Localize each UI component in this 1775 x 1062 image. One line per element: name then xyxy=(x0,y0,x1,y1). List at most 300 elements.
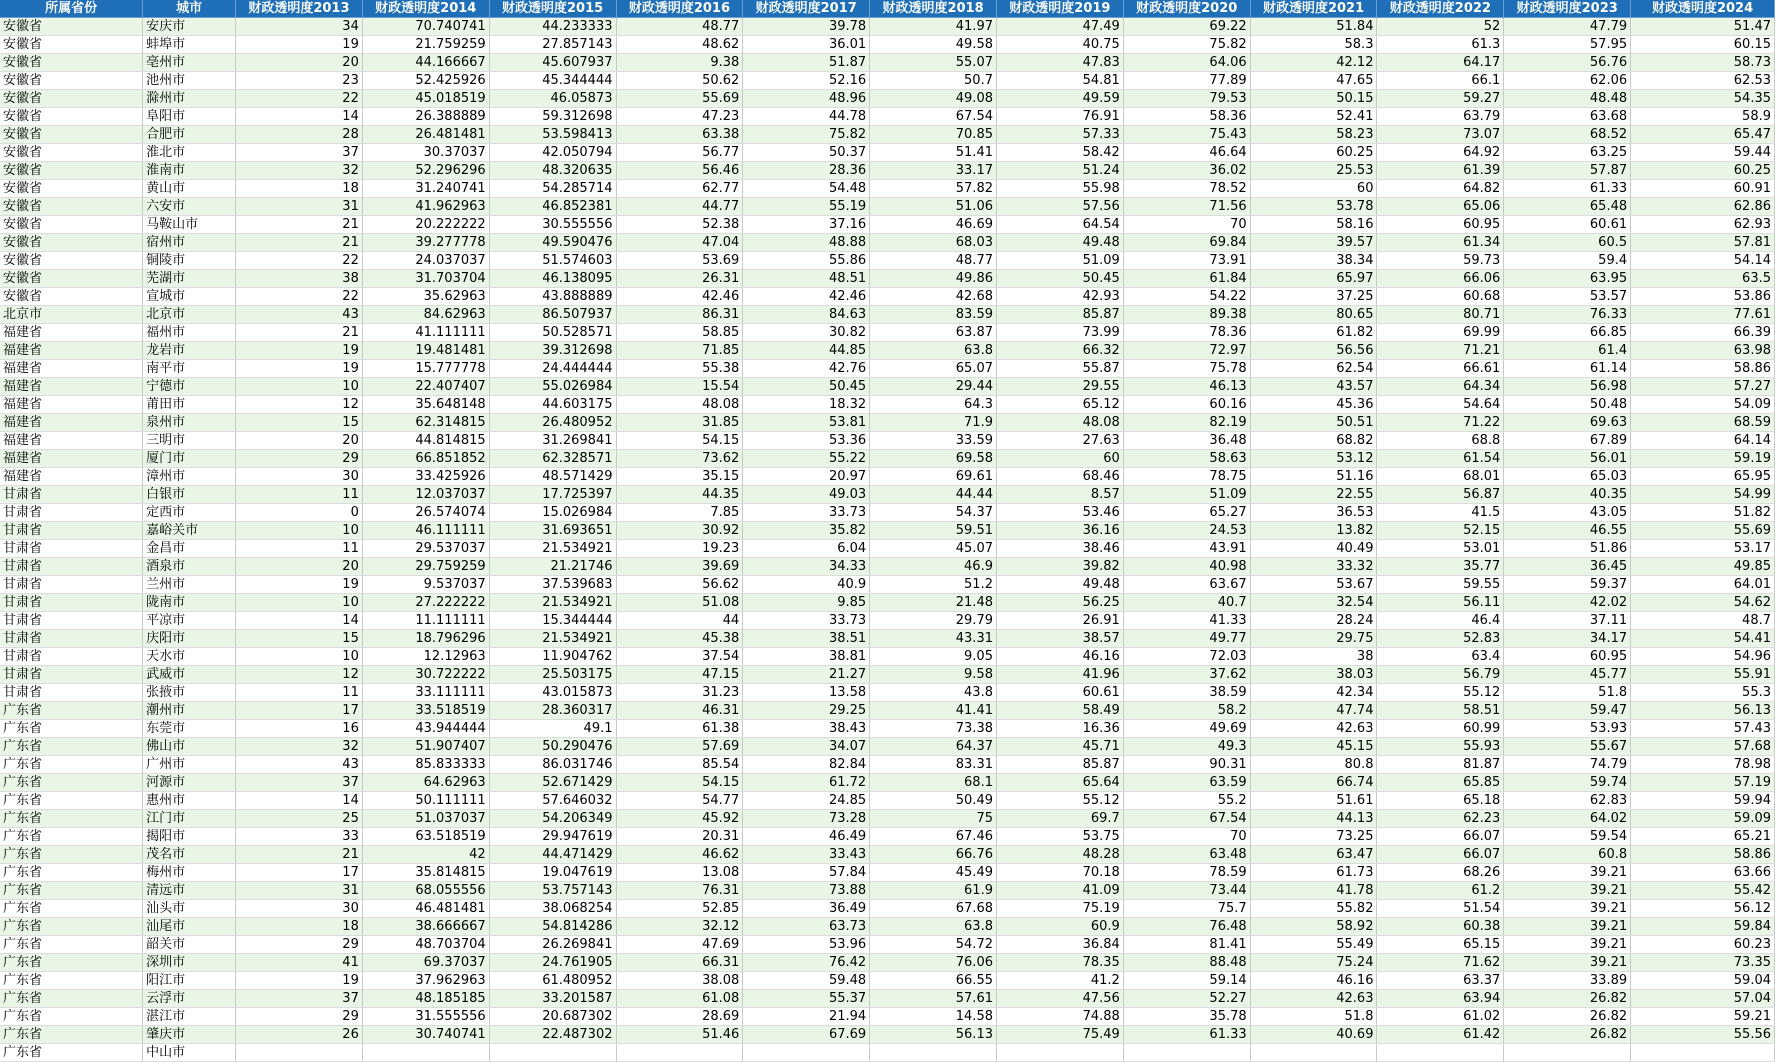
cell-value[interactable]: 56.13 xyxy=(870,1026,997,1044)
cell-city[interactable]: 梅州市 xyxy=(143,864,236,882)
cell-value[interactable]: 37.539683 xyxy=(489,576,616,594)
cell-value[interactable]: 69.58 xyxy=(870,450,997,468)
cell-value[interactable]: 69.22 xyxy=(1123,18,1250,36)
cell-value[interactable]: 48.51 xyxy=(743,270,870,288)
cell-value[interactable]: 47.04 xyxy=(616,234,743,252)
cell-value[interactable]: 56.98 xyxy=(1504,378,1631,396)
cell-value[interactable]: 38.068254 xyxy=(489,900,616,918)
cell-value[interactable]: 52.15 xyxy=(1377,522,1504,540)
cell-value[interactable]: 32.12 xyxy=(616,918,743,936)
cell-value[interactable]: 55.69 xyxy=(616,90,743,108)
cell-value[interactable]: 68.82 xyxy=(1250,432,1377,450)
cell-value[interactable]: 19.047619 xyxy=(489,864,616,882)
cell-city[interactable]: 潮州市 xyxy=(143,702,236,720)
cell-city[interactable]: 六安市 xyxy=(143,198,236,216)
cell-value[interactable]: 54.64 xyxy=(1377,396,1504,414)
cell-value[interactable]: 60.61 xyxy=(1504,216,1631,234)
cell-value[interactable]: 75.78 xyxy=(1123,360,1250,378)
cell-value[interactable]: 35.62963 xyxy=(362,288,489,306)
cell-value[interactable]: 10 xyxy=(236,378,363,396)
cell-value[interactable]: 76.06 xyxy=(870,954,997,972)
cell-value[interactable]: 30.82 xyxy=(743,324,870,342)
cell-value[interactable]: 59.74 xyxy=(1504,774,1631,792)
cell-value[interactable]: 9.85 xyxy=(743,594,870,612)
cell-province[interactable]: 广东省 xyxy=(0,720,143,738)
cell-value[interactable]: 60.16 xyxy=(1123,396,1250,414)
cell-value[interactable]: 65.64 xyxy=(996,774,1123,792)
cell-value[interactable]: 65.48 xyxy=(1504,198,1631,216)
cell-value[interactable]: 19.23 xyxy=(616,540,743,558)
cell-value[interactable]: 68.46 xyxy=(996,468,1123,486)
cell-value[interactable]: 61.73 xyxy=(1250,864,1377,882)
cell-value[interactable]: 49.77 xyxy=(1123,630,1250,648)
cell-value[interactable]: 62.86 xyxy=(1631,198,1775,216)
cell-value[interactable]: 66.74 xyxy=(1250,774,1377,792)
cell-value[interactable]: 33 xyxy=(236,828,363,846)
cell-value[interactable]: 38.46 xyxy=(996,540,1123,558)
cell-value[interactable]: 48.77 xyxy=(870,252,997,270)
cell-value[interactable]: 45.49 xyxy=(870,864,997,882)
cell-value[interactable]: 59.94 xyxy=(1631,792,1775,810)
cell-value[interactable]: 88.48 xyxy=(1123,954,1250,972)
cell-value[interactable]: 39.82 xyxy=(996,558,1123,576)
cell-value[interactable]: 60.38 xyxy=(1377,918,1504,936)
cell-value[interactable]: 72.97 xyxy=(1123,342,1250,360)
cell-value[interactable]: 82.19 xyxy=(1123,414,1250,432)
cell-value[interactable]: 20 xyxy=(236,432,363,450)
cell-province[interactable]: 安徽省 xyxy=(0,198,143,216)
cell-value[interactable]: 57.04 xyxy=(1631,990,1775,1008)
cell-value[interactable]: 43.57 xyxy=(1250,378,1377,396)
cell-value[interactable]: 54.09 xyxy=(1631,396,1775,414)
cell-value[interactable]: 32.54 xyxy=(1250,594,1377,612)
cell-value[interactable]: 54.15 xyxy=(616,774,743,792)
cell-value[interactable]: 51.037037 xyxy=(362,810,489,828)
cell-value[interactable]: 54.37 xyxy=(870,504,997,522)
cell-province[interactable]: 甘肃省 xyxy=(0,666,143,684)
cell-value[interactable]: 54.99 xyxy=(1631,486,1775,504)
cell-value[interactable]: 46.05873 xyxy=(489,90,616,108)
cell-value[interactable]: 71.56 xyxy=(1123,198,1250,216)
cell-value[interactable]: 40.69 xyxy=(1250,1026,1377,1044)
cell-value[interactable]: 65.95 xyxy=(1631,468,1775,486)
cell-value[interactable]: 56.79 xyxy=(1377,666,1504,684)
cell-value[interactable]: 44.85 xyxy=(743,342,870,360)
cell-value[interactable]: 45.07 xyxy=(870,540,997,558)
cell-value[interactable]: 45.607937 xyxy=(489,54,616,72)
cell-value[interactable]: 46.481481 xyxy=(362,900,489,918)
cell-value[interactable]: 21.21746 xyxy=(489,558,616,576)
cell-value[interactable]: 55.12 xyxy=(996,792,1123,810)
column-header-transparency[interactable]: 财政透明度2015 xyxy=(489,0,616,18)
cell-value[interactable]: 65.15 xyxy=(1377,936,1504,954)
cell-province[interactable]: 福建省 xyxy=(0,468,143,486)
column-header-transparency[interactable]: 财政透明度2022 xyxy=(1377,0,1504,18)
cell-value[interactable]: 43.91 xyxy=(1123,540,1250,558)
cell-value[interactable]: 21.534921 xyxy=(489,594,616,612)
cell-value[interactable]: 51.574603 xyxy=(489,252,616,270)
cell-value[interactable]: 64.17 xyxy=(1377,54,1504,72)
cell-value[interactable]: 53.36 xyxy=(743,432,870,450)
cell-value[interactable]: 9.537037 xyxy=(362,576,489,594)
cell-value[interactable]: 85.87 xyxy=(996,306,1123,324)
cell-value[interactable] xyxy=(1250,1044,1377,1062)
cell-value[interactable]: 26.82 xyxy=(1504,1008,1631,1026)
cell-value[interactable]: 39.312698 xyxy=(489,342,616,360)
cell-value[interactable]: 54.35 xyxy=(1631,90,1775,108)
cell-value[interactable]: 51.54 xyxy=(1377,900,1504,918)
cell-province[interactable]: 北京市 xyxy=(0,306,143,324)
cell-city[interactable]: 江门市 xyxy=(143,810,236,828)
cell-city[interactable]: 庆阳市 xyxy=(143,630,236,648)
cell-value[interactable]: 70.85 xyxy=(870,126,997,144)
cell-value[interactable]: 40.49 xyxy=(1250,540,1377,558)
cell-value[interactable]: 40.7 xyxy=(1123,594,1250,612)
cell-value[interactable]: 45.344444 xyxy=(489,72,616,90)
cell-province[interactable]: 广东省 xyxy=(0,846,143,864)
cell-value[interactable]: 59.27 xyxy=(1377,90,1504,108)
cell-value[interactable]: 60.8 xyxy=(1504,846,1631,864)
cell-value[interactable]: 59.51 xyxy=(870,522,997,540)
cell-value[interactable]: 54.81 xyxy=(996,72,1123,90)
cell-value[interactable]: 84.63 xyxy=(743,306,870,324)
cell-value[interactable]: 21 xyxy=(236,234,363,252)
cell-value[interactable]: 14 xyxy=(236,792,363,810)
cell-value[interactable]: 47.49 xyxy=(996,18,1123,36)
cell-value[interactable]: 46.111111 xyxy=(362,522,489,540)
cell-value[interactable]: 64.3 xyxy=(870,396,997,414)
cell-value[interactable]: 41.97 xyxy=(870,18,997,36)
cell-value[interactable]: 69.7 xyxy=(996,810,1123,828)
cell-value[interactable]: 46.4 xyxy=(1377,612,1504,630)
cell-value[interactable]: 57.27 xyxy=(1631,378,1775,396)
cell-value[interactable]: 26 xyxy=(236,1026,363,1044)
cell-value[interactable]: 15.344444 xyxy=(489,612,616,630)
cell-value[interactable]: 33.73 xyxy=(743,504,870,522)
cell-province[interactable]: 广东省 xyxy=(0,1026,143,1044)
cell-value[interactable]: 52.41 xyxy=(1250,108,1377,126)
cell-value[interactable]: 73.07 xyxy=(1377,126,1504,144)
cell-value[interactable]: 13.58 xyxy=(743,684,870,702)
cell-value[interactable]: 63.518519 xyxy=(362,828,489,846)
cell-value[interactable]: 53.75 xyxy=(996,828,1123,846)
cell-city[interactable]: 武威市 xyxy=(143,666,236,684)
cell-value[interactable] xyxy=(1504,1044,1631,1062)
cell-value[interactable]: 21.94 xyxy=(743,1008,870,1026)
cell-value[interactable]: 63.68 xyxy=(1504,108,1631,126)
cell-value[interactable]: 58.23 xyxy=(1250,126,1377,144)
cell-value[interactable]: 76.33 xyxy=(1504,306,1631,324)
cell-value[interactable]: 78.98 xyxy=(1631,756,1775,774)
cell-value[interactable]: 33.201587 xyxy=(489,990,616,1008)
cell-value[interactable]: 61.2 xyxy=(1377,882,1504,900)
cell-value[interactable]: 10 xyxy=(236,648,363,666)
cell-value[interactable]: 63.98 xyxy=(1631,342,1775,360)
cell-value[interactable]: 74.88 xyxy=(996,1008,1123,1026)
cell-value[interactable]: 56.62 xyxy=(616,576,743,594)
cell-value[interactable]: 63.48 xyxy=(1123,846,1250,864)
cell-value[interactable]: 43 xyxy=(236,306,363,324)
cell-value[interactable]: 45.77 xyxy=(1504,666,1631,684)
cell-value[interactable]: 64.02 xyxy=(1504,810,1631,828)
cell-value[interactable]: 83.31 xyxy=(870,756,997,774)
cell-city[interactable]: 白银市 xyxy=(143,486,236,504)
cell-value[interactable]: 63.94 xyxy=(1377,990,1504,1008)
cell-province[interactable]: 广东省 xyxy=(0,774,143,792)
cell-value[interactable]: 75.49 xyxy=(996,1026,1123,1044)
cell-value[interactable]: 11 xyxy=(236,540,363,558)
cell-value[interactable]: 19 xyxy=(236,36,363,54)
cell-value[interactable]: 50.290476 xyxy=(489,738,616,756)
cell-value[interactable]: 65.06 xyxy=(1377,198,1504,216)
cell-city[interactable]: 厦门市 xyxy=(143,450,236,468)
cell-value[interactable]: 63.79 xyxy=(1377,108,1504,126)
cell-value[interactable] xyxy=(362,1044,489,1062)
cell-value[interactable]: 61.9 xyxy=(870,882,997,900)
cell-value[interactable]: 26.82 xyxy=(1504,1026,1631,1044)
cell-value[interactable]: 51.41 xyxy=(870,144,997,162)
cell-province[interactable]: 安徽省 xyxy=(0,180,143,198)
cell-value[interactable]: 66.55 xyxy=(870,972,997,990)
cell-value[interactable]: 49.85 xyxy=(1631,558,1775,576)
cell-value[interactable]: 26.31 xyxy=(616,270,743,288)
cell-value[interactable]: 67.54 xyxy=(1123,810,1250,828)
cell-value[interactable]: 14 xyxy=(236,612,363,630)
cell-value[interactable] xyxy=(1631,1044,1775,1062)
cell-value[interactable]: 37 xyxy=(236,990,363,1008)
cell-value[interactable]: 69.99 xyxy=(1377,324,1504,342)
cell-value[interactable]: 45.38 xyxy=(616,630,743,648)
cell-value[interactable]: 55.38 xyxy=(616,360,743,378)
cell-value[interactable]: 61.82 xyxy=(1250,324,1377,342)
cell-value[interactable]: 64.37 xyxy=(870,738,997,756)
cell-value[interactable]: 78.59 xyxy=(1123,864,1250,882)
cell-value[interactable]: 33.73 xyxy=(743,612,870,630)
cell-value[interactable]: 58.86 xyxy=(1631,846,1775,864)
cell-value[interactable]: 29.44 xyxy=(870,378,997,396)
cell-value[interactable]: 50.45 xyxy=(743,378,870,396)
cell-value[interactable]: 0 xyxy=(236,504,363,522)
cell-value[interactable]: 62.93 xyxy=(1631,216,1775,234)
cell-value[interactable]: 64.06 xyxy=(1123,54,1250,72)
cell-value[interactable]: 57.43 xyxy=(1631,720,1775,738)
cell-value[interactable]: 60 xyxy=(1250,180,1377,198)
cell-value[interactable]: 51.82 xyxy=(1631,504,1775,522)
cell-value[interactable]: 58.2 xyxy=(1123,702,1250,720)
cell-value[interactable]: 37.54 xyxy=(616,648,743,666)
cell-value[interactable]: 53.86 xyxy=(1631,288,1775,306)
cell-value[interactable]: 49.590476 xyxy=(489,234,616,252)
cell-city[interactable]: 酒泉市 xyxy=(143,558,236,576)
cell-value[interactable]: 21.759259 xyxy=(362,36,489,54)
cell-city[interactable]: 河源市 xyxy=(143,774,236,792)
cell-city[interactable]: 北京市 xyxy=(143,306,236,324)
cell-value[interactable]: 13.82 xyxy=(1250,522,1377,540)
cell-province[interactable]: 广东省 xyxy=(0,1008,143,1026)
column-header-transparency[interactable]: 财政透明度2024 xyxy=(1631,0,1775,18)
cell-value[interactable]: 40.9 xyxy=(743,576,870,594)
cell-value[interactable]: 37 xyxy=(236,144,363,162)
cell-value[interactable]: 67.54 xyxy=(870,108,997,126)
cell-value[interactable] xyxy=(489,1044,616,1062)
cell-value[interactable]: 78.35 xyxy=(996,954,1123,972)
cell-value[interactable]: 63.8 xyxy=(870,342,997,360)
cell-value[interactable]: 42.12 xyxy=(1250,54,1377,72)
cell-value[interactable]: 12.037037 xyxy=(362,486,489,504)
cell-value[interactable]: 55.22 xyxy=(743,450,870,468)
cell-value[interactable]: 52 xyxy=(1377,18,1504,36)
cell-value[interactable]: 26.91 xyxy=(996,612,1123,630)
cell-value[interactable]: 27.222222 xyxy=(362,594,489,612)
cell-province[interactable]: 福建省 xyxy=(0,324,143,342)
cell-value[interactable]: 18.796296 xyxy=(362,630,489,648)
cell-value[interactable]: 51.87 xyxy=(743,54,870,72)
cell-value[interactable]: 56.87 xyxy=(1377,486,1504,504)
cell-value[interactable]: 48.7 xyxy=(1631,612,1775,630)
cell-value[interactable]: 66.851852 xyxy=(362,450,489,468)
cell-value[interactable]: 29 xyxy=(236,450,363,468)
cell-province[interactable]: 安徽省 xyxy=(0,252,143,270)
cell-value[interactable]: 56.76 xyxy=(1504,54,1631,72)
cell-value[interactable]: 28.36 xyxy=(743,162,870,180)
cell-value[interactable]: 62.314815 xyxy=(362,414,489,432)
cell-value[interactable]: 56.56 xyxy=(1250,342,1377,360)
cell-city[interactable]: 湛江市 xyxy=(143,1008,236,1026)
cell-value[interactable]: 51.46 xyxy=(616,1026,743,1044)
cell-value[interactable]: 59.54 xyxy=(1504,828,1631,846)
cell-value[interactable]: 59.37 xyxy=(1504,576,1631,594)
cell-value[interactable]: 75.7 xyxy=(1123,900,1250,918)
cell-value[interactable]: 36.84 xyxy=(996,936,1123,954)
cell-value[interactable]: 15.54 xyxy=(616,378,743,396)
cell-city[interactable]: 宣城市 xyxy=(143,288,236,306)
cell-value[interactable]: 48.571429 xyxy=(489,468,616,486)
cell-value[interactable]: 46.55 xyxy=(1504,522,1631,540)
cell-value[interactable]: 38.51 xyxy=(743,630,870,648)
cell-value[interactable]: 58.36 xyxy=(1123,108,1250,126)
cell-value[interactable]: 61.38 xyxy=(616,720,743,738)
cell-value[interactable]: 43.015873 xyxy=(489,684,616,702)
cell-value[interactable]: 47.23 xyxy=(616,108,743,126)
cell-value[interactable]: 48.88 xyxy=(743,234,870,252)
cell-value[interactable]: 30 xyxy=(236,900,363,918)
cell-value[interactable]: 42.050794 xyxy=(489,144,616,162)
cell-province[interactable]: 安徽省 xyxy=(0,234,143,252)
cell-value[interactable]: 11 xyxy=(236,486,363,504)
cell-city[interactable]: 淮北市 xyxy=(143,144,236,162)
cell-value[interactable]: 59.21 xyxy=(1631,1008,1775,1026)
cell-value[interactable]: 69.63 xyxy=(1504,414,1631,432)
cell-value[interactable]: 57.81 xyxy=(1631,234,1775,252)
cell-value[interactable]: 42.68 xyxy=(870,288,997,306)
cell-value[interactable]: 66.76 xyxy=(870,846,997,864)
cell-value[interactable]: 53.69 xyxy=(616,252,743,270)
cell-value[interactable]: 12.12963 xyxy=(362,648,489,666)
cell-value[interactable]: 19 xyxy=(236,972,363,990)
cell-city[interactable]: 福州市 xyxy=(143,324,236,342)
cell-city[interactable]: 合肥市 xyxy=(143,126,236,144)
cell-province[interactable]: 广东省 xyxy=(0,882,143,900)
cell-value[interactable]: 58.9 xyxy=(1631,108,1775,126)
cell-value[interactable]: 53.81 xyxy=(743,414,870,432)
cell-value[interactable]: 49.69 xyxy=(1123,720,1250,738)
cell-value[interactable]: 24.444444 xyxy=(489,360,616,378)
cell-value[interactable]: 85.87 xyxy=(996,756,1123,774)
cell-value[interactable]: 71.21 xyxy=(1377,342,1504,360)
cell-value[interactable]: 57.95 xyxy=(1504,36,1631,54)
cell-value[interactable]: 78.75 xyxy=(1123,468,1250,486)
cell-value[interactable]: 49.86 xyxy=(870,270,997,288)
cell-value[interactable] xyxy=(870,1044,997,1062)
cell-value[interactable]: 51.86 xyxy=(1504,540,1631,558)
cell-value[interactable]: 44.814815 xyxy=(362,432,489,450)
cell-value[interactable]: 31.693651 xyxy=(489,522,616,540)
cell-city[interactable]: 揭阳市 xyxy=(143,828,236,846)
column-header-transparency[interactable]: 财政透明度2017 xyxy=(743,0,870,18)
cell-value[interactable]: 35.82 xyxy=(743,522,870,540)
cell-value[interactable]: 80.8 xyxy=(1250,756,1377,774)
cell-value[interactable]: 56.12 xyxy=(1631,900,1775,918)
cell-value[interactable]: 50.37 xyxy=(743,144,870,162)
cell-value[interactable]: 26.574074 xyxy=(362,504,489,522)
cell-value[interactable]: 69.61 xyxy=(870,468,997,486)
cell-value[interactable]: 71.62 xyxy=(1377,954,1504,972)
cell-value[interactable]: 41.5 xyxy=(1377,504,1504,522)
cell-province[interactable]: 安徽省 xyxy=(0,144,143,162)
cell-city[interactable]: 深圳市 xyxy=(143,954,236,972)
cell-value[interactable]: 39.21 xyxy=(1504,918,1631,936)
cell-value[interactable]: 58.73 xyxy=(1631,54,1775,72)
cell-value[interactable]: 14.58 xyxy=(870,1008,997,1026)
cell-value[interactable]: 77.61 xyxy=(1631,306,1775,324)
cell-value[interactable]: 65.03 xyxy=(1504,468,1631,486)
cell-value[interactable]: 74.79 xyxy=(1504,756,1631,774)
cell-value[interactable]: 61.72 xyxy=(743,774,870,792)
cell-value[interactable]: 29 xyxy=(236,936,363,954)
cell-value[interactable]: 60.68 xyxy=(1377,288,1504,306)
cell-value[interactable]: 44.603175 xyxy=(489,396,616,414)
cell-value[interactable]: 28 xyxy=(236,126,363,144)
cell-value[interactable]: 77.89 xyxy=(1123,72,1250,90)
cell-value[interactable]: 57.56 xyxy=(996,198,1123,216)
cell-value[interactable]: 50.48 xyxy=(1504,396,1631,414)
cell-value[interactable]: 44.78 xyxy=(743,108,870,126)
cell-value[interactable]: 29 xyxy=(236,1008,363,1026)
cell-value[interactable]: 57.82 xyxy=(870,180,997,198)
cell-value[interactable]: 65.07 xyxy=(870,360,997,378)
cell-value[interactable]: 38.03 xyxy=(1250,666,1377,684)
cell-value[interactable]: 49.48 xyxy=(996,576,1123,594)
cell-value[interactable]: 58.3 xyxy=(1250,36,1377,54)
cell-value[interactable]: 73.88 xyxy=(743,882,870,900)
cell-value[interactable]: 46.9 xyxy=(870,558,997,576)
cell-value[interactable]: 67.68 xyxy=(870,900,997,918)
cell-province[interactable]: 安徽省 xyxy=(0,90,143,108)
cell-value[interactable]: 22.407407 xyxy=(362,378,489,396)
cell-value[interactable]: 22 xyxy=(236,252,363,270)
cell-city[interactable]: 清远市 xyxy=(143,882,236,900)
cell-value[interactable]: 72.03 xyxy=(1123,648,1250,666)
cell-value[interactable]: 73.91 xyxy=(1123,252,1250,270)
cell-value[interactable]: 62.54 xyxy=(1250,360,1377,378)
cell-value[interactable]: 66.61 xyxy=(1377,360,1504,378)
cell-value[interactable]: 64.14 xyxy=(1631,432,1775,450)
cell-value[interactable]: 90.31 xyxy=(1123,756,1250,774)
cell-city[interactable]: 金昌市 xyxy=(143,540,236,558)
cell-value[interactable]: 30.92 xyxy=(616,522,743,540)
cell-value[interactable]: 30.740741 xyxy=(362,1026,489,1044)
cell-province[interactable]: 甘肃省 xyxy=(0,576,143,594)
